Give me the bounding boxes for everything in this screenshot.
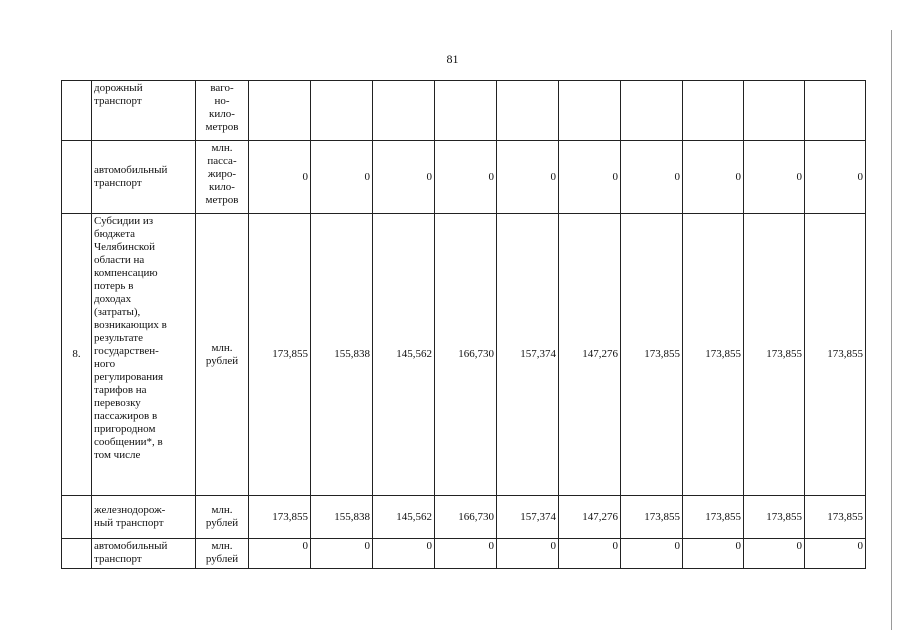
value-cell: 0 — [311, 539, 373, 569]
value-cell: 0 — [311, 141, 373, 214]
value-cell: 0 — [249, 141, 311, 214]
value-cell — [435, 81, 497, 141]
unit-cell: млн. рублей — [196, 214, 249, 496]
value-cell — [559, 81, 621, 141]
page-number: 81 — [446, 52, 459, 66]
unit-cell: ваго- но- кило- метров — [196, 81, 249, 141]
value-cell — [805, 81, 866, 141]
value-cell — [621, 81, 683, 141]
value-cell: 0 — [683, 539, 744, 569]
value-cell: 147,276 — [559, 496, 621, 539]
value-cell: 173,855 — [683, 496, 744, 539]
value-cell: 0 — [373, 539, 435, 569]
value-cell: 155,838 — [311, 214, 373, 496]
page-edge-rule — [891, 30, 892, 630]
value-cell: 0 — [373, 141, 435, 214]
value-cell: 0 — [497, 539, 559, 569]
row-number — [62, 539, 92, 569]
value-cell: 0 — [621, 141, 683, 214]
value-cell: 173,855 — [621, 214, 683, 496]
value-cell: 155,838 — [311, 496, 373, 539]
value-cell: 173,855 — [744, 214, 805, 496]
value-cell: 0 — [683, 141, 744, 214]
value-cell: 173,855 — [744, 496, 805, 539]
value-cell — [311, 81, 373, 141]
indicator-name: железнодорож- ный транспорт — [92, 496, 196, 539]
value-cell: 166,730 — [435, 214, 497, 496]
value-cell: 0 — [805, 141, 866, 214]
row-number — [62, 496, 92, 539]
value-cell: 0 — [435, 539, 497, 569]
value-cell: 157,374 — [497, 496, 559, 539]
value-cell: 0 — [559, 539, 621, 569]
value-cell — [249, 81, 311, 141]
indicators-table — [61, 80, 866, 569]
unit-cell: млн. рублей — [196, 496, 249, 539]
value-cell: 0 — [621, 539, 683, 569]
indicator-name: автомобильный транспорт — [92, 539, 196, 569]
value-cell: 173,855 — [805, 214, 866, 496]
table-row — [62, 141, 866, 214]
value-cell — [744, 81, 805, 141]
table-row — [62, 214, 866, 496]
value-cell: 157,374 — [497, 214, 559, 496]
value-cell: 166,730 — [435, 496, 497, 539]
value-cell: 173,855 — [683, 214, 744, 496]
table-row — [62, 539, 866, 569]
value-cell: 147,276 — [559, 214, 621, 496]
value-cell: 173,855 — [249, 214, 311, 496]
value-cell: 0 — [805, 539, 866, 569]
row-number — [62, 141, 92, 214]
value-cell: 145,562 — [373, 214, 435, 496]
indicator-name: дорожный транспорт — [92, 81, 196, 141]
value-cell: 173,855 — [805, 496, 866, 539]
value-cell: 145,562 — [373, 496, 435, 539]
row-number — [62, 81, 92, 141]
value-cell: 0 — [435, 141, 497, 214]
value-cell — [373, 81, 435, 141]
indicator-name: автомобильный транспорт — [92, 141, 196, 214]
value-cell: 0 — [744, 539, 805, 569]
value-cell — [497, 81, 559, 141]
table-row — [62, 496, 866, 539]
unit-cell: млн. пасса- жиро- кило- метров — [196, 141, 249, 214]
row-number: 8. — [62, 214, 92, 496]
table-row — [62, 81, 866, 141]
indicator-name: Субсидии из бюджета Челябинской области на компенсацию потерь в доходах (затраты), возникающих в результате государствен- ного регулирования тарифов на перевозку пассажиров в пригородном сообщении*, в том числе — [92, 214, 196, 496]
value-cell — [683, 81, 744, 141]
unit-cell: млн. рублей — [196, 539, 249, 569]
value-cell: 0 — [744, 141, 805, 214]
value-cell: 0 — [249, 539, 311, 569]
value-cell: 0 — [497, 141, 559, 214]
value-cell: 173,855 — [621, 496, 683, 539]
value-cell: 173,855 — [249, 496, 311, 539]
value-cell: 0 — [559, 141, 621, 214]
